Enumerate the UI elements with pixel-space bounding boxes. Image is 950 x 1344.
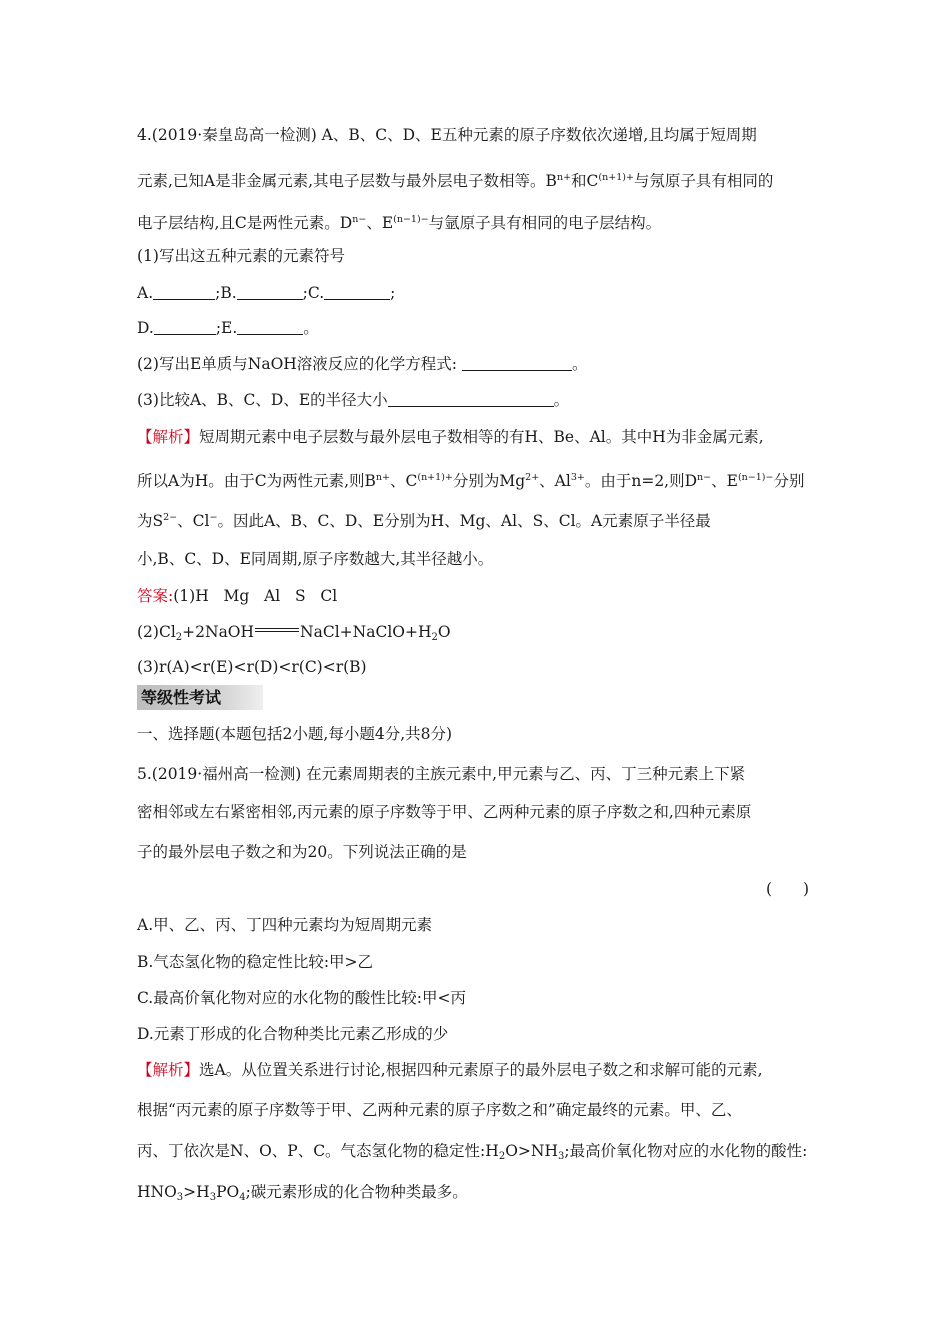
answer-text: (2)Cl <box>137 623 176 641</box>
blank-label: ;C. <box>302 284 325 302</box>
superscript: n− <box>352 214 367 225</box>
analysis-tag: 【解析】 <box>137 1061 200 1079</box>
blank-label: A. <box>137 284 154 302</box>
section-subtitle: 一、选择题(本题包括2小题,每小题4分,共8分) <box>137 725 453 743</box>
blank-label: ;E. <box>215 319 238 337</box>
q4-part3-text: (3)比较A、B、C、D、E的半径大小 <box>137 391 388 409</box>
superscript: (n+1)+ <box>417 472 453 483</box>
q5-option-d[interactable]: D.元素丁形成的化合物种类比元素乙形成的少 <box>137 1025 449 1043</box>
superscript: (n+1)+ <box>598 172 634 183</box>
q4-answer-line-3: (3)r(A)<r(E)<r(D)<r(C)<r(B) <box>137 658 367 676</box>
q4-part2 <box>137 353 830 375</box>
analysis-text: 短周期元素中电子层数与最外层电子数相等的有H、Be、Al。其中H为非金属元素, <box>199 428 764 446</box>
q4-answer-line-1 <box>137 585 830 607</box>
q4-line-2 <box>137 167 830 192</box>
q5-option-c[interactable]: C.最高价氧化物对应的水化物的酸性比较:甲<丙 <box>137 989 466 1007</box>
superscript: n− <box>697 472 712 483</box>
answer-text: NaCl+NaClO+H <box>300 623 432 641</box>
q4-part1: (1)写出这五种元素的元素符号 <box>137 247 345 265</box>
q4-analysis-line-2 <box>137 467 830 492</box>
q4-blanks-row-2 <box>137 317 830 339</box>
subscript: 3 <box>557 1151 565 1162</box>
analysis-text: 。由于n=2,则D <box>584 472 698 490</box>
q4-line-2-text: 与氖原子具有相同的 <box>633 172 774 190</box>
answer-tag: 答案: <box>137 587 174 605</box>
subscript: 4 <box>239 1192 246 1203</box>
analysis-text: ;碳元素形成的化合物种类最多。 <box>245 1183 468 1201</box>
answer-blank-e[interactable] <box>237 320 303 335</box>
superscript: 3+ <box>570 472 585 483</box>
answer-blank-radius[interactable] <box>388 392 554 407</box>
analysis-text: ;最高价氧化物对应的水化物的酸性: <box>564 1142 808 1160</box>
analysis-text: 。因此A、B、C、D、E分别为H、Mg、Al、S、Cl。A元素原子半径最 <box>217 512 711 530</box>
q4-part2-text: (2)写出E单质与NaOH溶液反应的化学方程式: <box>137 355 458 373</box>
q4-line-2-text: 元素,已知A是非金属元素,其电子层数与最外层电子数相等。B <box>137 172 557 190</box>
q5-line-1: 5.(2019·福州高一检测) 在元素周期表的主族元素中,甲元素与乙、丙、丁三种元素上下紧 <box>137 765 746 783</box>
superscript: (n−1)− <box>737 472 774 483</box>
superscript: (n−1)− <box>393 214 429 225</box>
blank-label: ; <box>390 284 396 302</box>
analysis-text: 、E <box>711 472 738 490</box>
analysis-text: PO <box>216 1183 240 1201</box>
answer-paren: ( ) <box>766 880 810 898</box>
q5-option-a[interactable]: A.甲、乙、丙、丁四种元素均为短周期元素 <box>137 916 433 934</box>
analysis-text: HNO <box>137 1183 177 1201</box>
analysis-text: 选A。从位置关系进行讨论,根据四种元素原子的最外层电子数之和求解可能的元素, <box>199 1061 763 1079</box>
analysis-text: >H <box>183 1183 210 1201</box>
q4-line-3-text: 、E <box>366 214 394 232</box>
section-banner <box>137 685 263 710</box>
analysis-text: 分别 <box>773 472 805 490</box>
analysis-text: 、Al <box>539 472 571 490</box>
answer-text: O <box>437 623 451 641</box>
blank-label: ;B. <box>215 284 237 302</box>
analysis-text: 丙、丁依次是N、O、P、C。气态氢化物的稳定性:H <box>137 1142 499 1160</box>
q4-line-3-text: 电子层结构,且C是两性元素。D <box>137 214 353 232</box>
analysis-text: 、C <box>389 472 418 490</box>
q4-part3 <box>137 389 830 411</box>
q5-analysis-line-4 <box>137 1181 830 1209</box>
analysis-text: 分别为Mg <box>452 472 526 490</box>
q4-answer-line-2 <box>137 621 830 649</box>
analysis-tag: 【解析】 <box>137 428 200 446</box>
answer-text: (1)H Mg Al S Cl <box>173 587 338 605</box>
superscript: 2− <box>163 512 178 523</box>
q4-blanks-row-1 <box>137 282 830 304</box>
q4-line-3-text: 与氩原子具有相同的电子层结构。 <box>428 214 662 232</box>
equals-sign <box>255 628 299 632</box>
answer-blank-d[interactable] <box>154 320 216 335</box>
blank-label: 。 <box>303 319 319 337</box>
analysis-text: 、Cl <box>177 512 210 530</box>
superscript: n+ <box>556 172 572 183</box>
q5-option-b[interactable]: B.气态氢化物的稳定性比较:甲>乙 <box>137 953 374 971</box>
q4-line-2-text: 和C <box>571 172 599 190</box>
subscript: 2 <box>175 632 183 643</box>
q4-line-3 <box>137 209 830 234</box>
analysis-text: O>NH <box>505 1142 558 1160</box>
answer-blank-c[interactable] <box>324 285 390 300</box>
analysis-text: 所以A为H。由于C为两性元素,则B <box>137 472 376 490</box>
q4-analysis-line-1 <box>137 426 830 448</box>
answer-blank-a[interactable] <box>153 285 215 300</box>
section-title: 等级性考试 <box>141 688 222 707</box>
q4-part2-end: 。 <box>571 355 588 373</box>
subscript: 3 <box>209 1192 217 1203</box>
q4-part3-end: 。 <box>553 391 570 409</box>
q5-analysis-line-1 <box>137 1059 830 1081</box>
blank-label: D. <box>137 319 154 337</box>
subscript: 2 <box>498 1151 506 1162</box>
q4-analysis-line-3 <box>137 507 830 532</box>
answer-blank-equation[interactable] <box>462 356 572 371</box>
subscript: 2 <box>431 632 438 643</box>
analysis-text: 为S <box>137 512 164 530</box>
subscript: 3 <box>176 1192 184 1203</box>
superscript: n+ <box>375 472 390 483</box>
q5-line-2: 密相邻或左右紧密相邻,丙元素的原子序数等于甲、乙两种元素的原子序数之和,四种元素原 <box>137 803 752 821</box>
answer-text: +2NaOH <box>182 623 255 641</box>
superscript: − <box>209 512 218 523</box>
q5-analysis-line-2: 根据“丙元素的原子序数等于甲、乙两种元素的原子序数之和”确定最终的元素。甲、乙、 <box>137 1101 742 1119</box>
answer-blank-b[interactable] <box>237 285 303 300</box>
q4-analysis-line-4: 小,B、C、D、E同周期,原子序数越大,其半径越小。 <box>137 550 494 568</box>
q5-analysis-line-3 <box>137 1140 830 1168</box>
q5-line-3: 子的最外层电子数之和为20。下列说法正确的是 <box>137 843 467 861</box>
superscript: 2+ <box>525 472 540 483</box>
q4-line-1: 4.(2019·秦皇岛高一检测) A、B、C、D、E五种元素的原子序数依次递增,且均属于短周期 <box>137 126 757 144</box>
